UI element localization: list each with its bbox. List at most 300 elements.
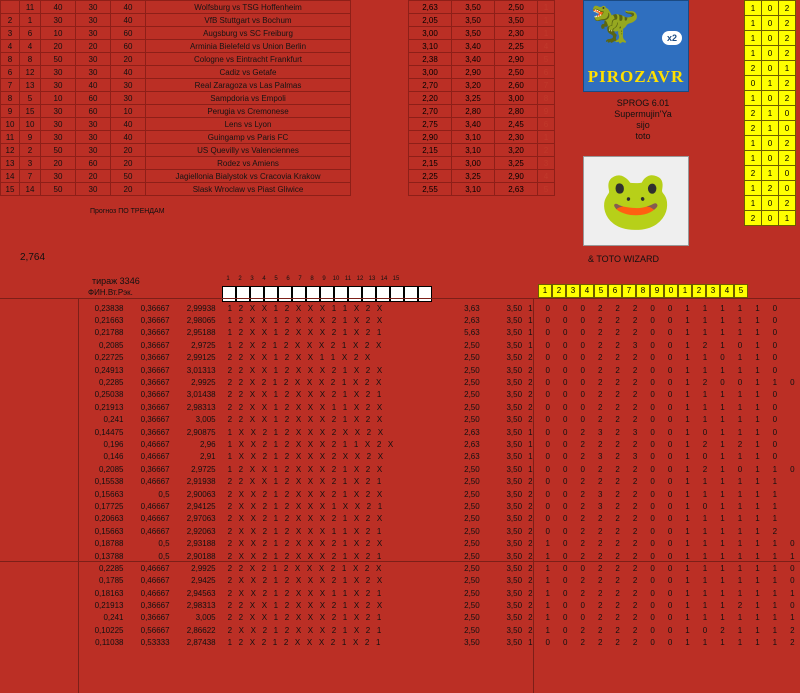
match-cell: 60 <box>76 157 111 170</box>
pick-input-cell[interactable] <box>390 286 404 302</box>
odd1-cell: 3,63 <box>464 303 480 313</box>
pick-column-number: 12 <box>356 276 364 282</box>
match-cell: 6 <box>1 66 20 79</box>
score-cell: 2,98065 <box>186 316 216 326</box>
odds-cell: 3,10 <box>409 40 452 53</box>
odd2-cell: 3,50 <box>506 340 523 350</box>
outcome-cell[interactable]: 2 <box>779 76 796 91</box>
outcome-cell[interactable]: 1 <box>779 211 796 226</box>
outcome-cell[interactable]: 0 <box>779 181 796 196</box>
odd1-cell: 2,63 <box>464 452 480 462</box>
outcome-cell[interactable]: 1 <box>762 76 779 91</box>
pick-input-cell[interactable] <box>418 286 432 302</box>
outcome-cell[interactable]: 2 <box>779 196 796 211</box>
match-cell: 20 <box>111 157 146 170</box>
odds-cell: 2,30 <box>495 131 538 144</box>
odd1-cell: 2,50 <box>464 514 480 524</box>
outcome-cell[interactable]: 0 <box>762 91 779 106</box>
outcome-cell[interactable]: 1 <box>745 46 762 61</box>
match-row <box>1 131 351 144</box>
score-cell: 2,87438 <box>186 638 216 648</box>
outcome-cell[interactable]: 1 <box>779 61 796 76</box>
combination-row <box>78 414 800 426</box>
outcome-cell[interactable]: 1 <box>762 166 779 181</box>
pick-column-number: 11 <box>344 276 352 282</box>
odds-row <box>409 157 555 170</box>
match-cell: 1 <box>20 14 41 27</box>
weight-cell: 0,36667 <box>140 303 170 313</box>
weight-cell: 0,36667 <box>140 365 170 375</box>
pick-input-cell[interactable] <box>362 286 376 302</box>
odds-row <box>409 170 555 183</box>
score-cell: 2,98313 <box>186 601 216 611</box>
pick-input-cell[interactable] <box>404 286 418 302</box>
pick-column-number: 8 <box>310 276 314 282</box>
probability-cell: 0,18163 <box>94 588 124 598</box>
weight-cell: 0,36667 <box>140 353 170 363</box>
match-cell: 30 <box>76 14 111 27</box>
odd2-cell: 3,50 <box>506 427 523 437</box>
score-cell: 2,99125 <box>186 353 216 363</box>
picks-cell: 2 X X 2 1 2 X X X 2 1 X 2 1 <box>227 625 384 635</box>
odd2-cell: 3,50 <box>506 601 523 611</box>
match-cell: 7 <box>20 170 41 183</box>
odd1-cell: 2,50 <box>464 378 480 388</box>
score-cell: 3,005 <box>195 613 216 623</box>
score-cell: 2,94125 <box>186 501 216 511</box>
odd1-cell: 2,50 <box>464 563 480 573</box>
combination-row <box>78 376 800 388</box>
spacer-cell <box>406 451 450 463</box>
probability-cell: 0,21663 <box>94 316 124 326</box>
match-cell: 9 <box>20 131 41 144</box>
combination-row <box>78 637 800 649</box>
pirozavr-logo <box>583 0 689 92</box>
digits-cell: 2 1 0 2 2 2 2 0 0 1 1 1 1 1 1 1 <box>528 588 800 598</box>
match-cell: 30 <box>76 144 111 157</box>
combination-row <box>78 389 800 401</box>
match-cell: 40 <box>41 1 76 14</box>
odds-row <box>409 27 555 40</box>
prognoz-label: Прогноз ПО ТРЕНДАМ <box>90 208 165 215</box>
picks-cell: 2 2 X 2 1 2 X X X 2 1 X 2 X <box>227 378 384 388</box>
match-row <box>1 27 351 40</box>
digits-cell: 1 0 0 0 2 2 2 0 0 1 1 1 1 1 0 <box>528 328 783 338</box>
digits-cell: 2 0 0 2 2 2 2 0 0 1 1 1 1 1 2 <box>528 526 783 536</box>
outcome-cell[interactable]: 1 <box>745 136 762 151</box>
digit-header-cell: 1 <box>678 284 692 298</box>
outcome-cell[interactable]: 0 <box>762 31 779 46</box>
outcome-row <box>745 106 796 121</box>
outcome-cell[interactable]: 1 <box>745 1 762 16</box>
outcome-cell[interactable]: 1 <box>745 31 762 46</box>
probability-cell: 0,22725 <box>94 353 124 363</box>
picks-cell: 2 X X 2 1 2 X X X 1 1 X 2 1 <box>227 526 384 536</box>
match-cell: 40 <box>111 1 146 14</box>
score-cell: 2,86622 <box>186 625 216 635</box>
match-cell: 2 <box>20 144 41 157</box>
combination-row <box>78 550 800 562</box>
picks-cell: 2 2 X X 1 2 X X X 2 1 X 2 X <box>227 365 385 375</box>
digits-cell: 2 0 0 0 2 2 2 0 0 1 1 1 1 1 0 <box>528 390 783 400</box>
pick-column-number: 1 <box>226 276 230 282</box>
toto-wizard-label: & TOTO WIZARD <box>588 254 660 264</box>
score-cell: 2,9725 <box>191 464 216 474</box>
combination-row <box>78 599 800 611</box>
pick-input-cell[interactable] <box>278 286 292 302</box>
score-cell: 3,005 <box>195 415 216 425</box>
match-cell: 15 <box>20 105 41 118</box>
outcome-cell[interactable]: 0 <box>779 121 796 136</box>
tirazh-label: тираж 3346 <box>92 276 140 286</box>
match-name: Sampdoria vs Empoli <box>146 92 351 105</box>
score-cell: 2,91 <box>200 452 216 462</box>
odds-cell: 2,38 <box>409 53 452 66</box>
weight-cell: 0,56667 <box>140 625 170 635</box>
odds-cell: 3,10 <box>452 183 495 196</box>
match-cell: 40 <box>111 131 146 144</box>
odd2-cell: 3,50 <box>506 390 523 400</box>
score-cell: 2,93188 <box>186 539 216 549</box>
odds-cell: 3,50 <box>452 27 495 40</box>
match-cell: 8 <box>20 53 41 66</box>
weight-cell: 0,36667 <box>140 613 170 623</box>
pick-column-number: 6 <box>286 276 290 282</box>
combination-row <box>78 624 800 636</box>
picks-cell: 2 2 X X 1 2 X X X 1 1 X 2 X <box>227 402 385 412</box>
odd2-cell: 3,50 <box>506 625 523 635</box>
digits-cell: 2 1 0 2 2 2 2 0 0 1 1 1 1 1 1 0 <box>528 539 800 549</box>
outcome-cell[interactable]: 0 <box>779 166 796 181</box>
picks-cell: 1 2 X 2 1 2 X X X 2 1 X 2 1 <box>227 638 383 648</box>
outcome-cell[interactable]: 2 <box>745 61 762 76</box>
outcome-cell[interactable]: 1 <box>762 106 779 121</box>
odds-cell: 2,60 <box>495 79 538 92</box>
score-cell: 2,99938 <box>186 303 216 313</box>
outcome-cell[interactable]: 2 <box>745 211 762 226</box>
combination-row <box>78 513 800 525</box>
odd1-cell: 2,50 <box>464 613 480 623</box>
spacer-cell <box>406 599 450 611</box>
odds-cell: 2,75 <box>409 118 452 131</box>
pick-column-number: 15 <box>392 276 400 282</box>
spacer-cell <box>406 426 450 438</box>
match-cell: 4 <box>20 40 41 53</box>
odds-row <box>409 131 555 144</box>
match-row <box>1 14 351 27</box>
score-cell: 2,90875 <box>186 427 216 437</box>
odd2-cell: 3,50 <box>506 638 523 648</box>
odd1-cell: 2,50 <box>464 588 480 598</box>
sprog-sijo: sijo <box>636 120 650 130</box>
odds-cell: 2,15 <box>409 144 452 157</box>
outcome-row <box>745 196 796 211</box>
weight-cell: 0,36667 <box>140 415 170 425</box>
probability-cell: 0,20663 <box>94 514 124 524</box>
outcome-cell[interactable]: 1 <box>745 151 762 166</box>
odd1-cell: 2,50 <box>464 415 480 425</box>
combination-row <box>78 537 800 549</box>
picks-cell: 2 2 X X 1 2 X X X 2 1 X 2 X <box>227 601 385 611</box>
outcome-cell[interactable]: 1 <box>762 121 779 136</box>
combination-row <box>78 314 800 326</box>
match-cell: 30 <box>41 170 76 183</box>
outcome-cell[interactable]: 0 <box>762 46 779 61</box>
outcome-cell[interactable]: 2 <box>779 16 796 31</box>
odds-cell: 2,25 <box>495 40 538 53</box>
odds-cell: 2,50 <box>495 1 538 14</box>
match-name: Jagiellonia Bialystok vs Cracovia Krakow <box>146 170 351 183</box>
digits-cell: 1 0 0 0 2 2 3 0 0 1 2 1 0 1 0 <box>528 340 783 350</box>
digits-cell: 2 1 0 2 2 2 2 0 0 1 1 1 1 1 1 1 <box>528 551 800 561</box>
picks-cell: 2 X X 2 1 2 X X X 2 1 X 2 X <box>227 514 385 524</box>
odd1-cell: 2,50 <box>464 402 480 412</box>
outcome-cell[interactable]: 2 <box>779 31 796 46</box>
pick-input-cell[interactable] <box>348 286 362 302</box>
match-cell: 8 <box>1 53 20 66</box>
digits-cell: 2 0 0 0 2 2 2 0 0 1 1 1 1 1 0 <box>528 402 783 412</box>
combination-row <box>78 302 800 314</box>
odds-cell: 3,00 <box>409 27 452 40</box>
spacer-cell <box>406 327 450 339</box>
pick-input-cell[interactable] <box>306 286 320 302</box>
spacer-cell <box>406 488 450 500</box>
odd2-cell: 3,50 <box>506 353 523 363</box>
score-cell: 2,90063 <box>186 489 216 499</box>
digit-header-cell: 2 <box>692 284 706 298</box>
score-cell: 2,91938 <box>186 477 216 487</box>
odds-cell: 7 <box>538 79 555 92</box>
odds-row <box>409 144 555 157</box>
probability-cell: 0,21788 <box>94 328 124 338</box>
odds-row <box>409 1 555 14</box>
picks-cell: 1 2 X X 1 2 X X X 1 1 X 2 X <box>227 303 385 313</box>
outcome-cell[interactable]: 2 <box>779 46 796 61</box>
score-cell: 2,94563 <box>186 588 216 598</box>
score-cell: 2,90188 <box>186 551 216 561</box>
match-row <box>1 1 351 14</box>
odds-cell: 2,20 <box>409 92 452 105</box>
sprog-toto: toto <box>635 131 651 141</box>
outcome-cell[interactable]: 0 <box>762 1 779 16</box>
picks-cell: 1 2 X 2 1 2 X X X 2 1 X 2 X <box>227 340 384 350</box>
spacer-cell <box>406 302 450 314</box>
digits-cell: 2 0 0 2 2 2 2 0 0 1 1 1 1 1 1 <box>528 514 783 524</box>
weight-cell: 0,36667 <box>140 316 170 326</box>
pick-input-cell[interactable] <box>376 286 390 302</box>
outcome-cell[interactable]: 2 <box>762 181 779 196</box>
spacer-cell <box>406 575 450 587</box>
combination-row <box>78 426 800 438</box>
odds-cell: 3,25 <box>452 92 495 105</box>
odd2-cell: 3,50 <box>506 563 523 573</box>
match-cell: 9 <box>1 105 20 118</box>
outcome-cell[interactable]: 2 <box>745 106 762 121</box>
score-cell: 2,92063 <box>186 526 216 536</box>
match-cell: 11 <box>20 1 41 14</box>
outcome-row <box>745 76 796 91</box>
outcome-cell[interactable]: 0 <box>762 16 779 31</box>
digits-cell: 1 0 0 0 2 2 2 0 0 1 1 1 1 1 0 <box>528 303 783 313</box>
weight-cell: 0,5 <box>158 551 170 561</box>
pick-input-cell[interactable] <box>236 286 250 302</box>
outcome-cell[interactable]: 2 <box>779 136 796 151</box>
match-row <box>1 92 351 105</box>
weight-cell: 0,46667 <box>140 563 170 573</box>
outcome-cell[interactable]: 0 <box>779 106 796 121</box>
odds-cell: 3,50 <box>452 1 495 14</box>
odds-cell: 2,90 <box>409 131 452 144</box>
odds-cell: 2,80 <box>495 105 538 118</box>
odd2-cell: 3,50 <box>506 588 523 598</box>
picks-cell: 2 2 X X 1 2 X X 1 1 X 2 X <box>227 353 373 363</box>
odds-cell: 2,15 <box>409 157 452 170</box>
odd2-cell: 3,50 <box>506 402 523 412</box>
odds-cell: 1 <box>538 1 555 14</box>
weight-cell: 0,36667 <box>140 378 170 388</box>
odds-cell: 3,50 <box>452 14 495 27</box>
match-cell: 30 <box>76 183 111 196</box>
spacer-cell <box>406 414 450 426</box>
outcome-cell[interactable]: 1 <box>745 16 762 31</box>
odd1-cell: 2,63 <box>464 316 480 326</box>
score-cell: 3,01313 <box>186 365 216 375</box>
pick-column-number: 4 <box>262 276 266 282</box>
odds-cell: 3,00 <box>495 92 538 105</box>
weight-cell: 0,36667 <box>140 390 170 400</box>
odd2-cell: 3,50 <box>506 328 523 338</box>
odds-row <box>409 14 555 27</box>
odds-cell: 3,10 <box>452 144 495 157</box>
outcome-cell[interactable]: 2 <box>779 151 796 166</box>
match-cell: 6 <box>20 27 41 40</box>
combination-row <box>78 562 800 574</box>
outcome-row <box>745 136 796 151</box>
pick-input-cell[interactable] <box>320 286 334 302</box>
pick-entry-row[interactable] <box>222 286 432 302</box>
odd1-cell: 3,50 <box>464 638 480 648</box>
match-cell: 11 <box>1 131 20 144</box>
match-name: Real Zaragoza vs Las Palmas <box>146 79 351 92</box>
outcome-cell[interactable]: 0 <box>745 76 762 91</box>
odd2-cell: 3,50 <box>506 303 523 313</box>
probability-cell: 0,11038 <box>95 638 124 648</box>
odds-cell: 5 <box>538 183 555 196</box>
match-name: Cadiz vs Getafe <box>146 66 351 79</box>
combination-row <box>78 438 800 450</box>
outcome-cell[interactable]: 2 <box>779 1 796 16</box>
combination-row <box>78 488 800 500</box>
pick-input-cell[interactable] <box>334 286 348 302</box>
match-row <box>1 118 351 131</box>
odds-row <box>409 66 555 79</box>
digits-cell: 2 0 0 2 3 2 2 0 0 1 1 1 1 1 1 <box>528 489 783 499</box>
outcome-cell[interactable]: 0 <box>762 211 779 226</box>
picks-cell: 2 X X 2 1 2 X X X 2 1 X 2 X <box>227 539 385 549</box>
pick-input-cell[interactable] <box>222 286 236 302</box>
match-cell: 20 <box>41 157 76 170</box>
outcome-cell[interactable]: 0 <box>762 136 779 151</box>
spacer-cell <box>406 339 450 351</box>
match-row <box>1 144 351 157</box>
odd2-cell: 3,50 <box>506 439 523 449</box>
outcome-cell[interactable]: 2 <box>745 121 762 136</box>
odd2-cell: 3,50 <box>506 539 523 549</box>
total-value: 2,764 <box>20 252 46 263</box>
match-cell: 20 <box>76 170 111 183</box>
combination-row <box>78 475 800 487</box>
odd2-cell: 3,50 <box>506 576 523 586</box>
outcome-cell[interactable]: 0 <box>762 196 779 211</box>
odds-cell: 2,90 <box>452 66 495 79</box>
match-cell: 3 <box>1 27 20 40</box>
outcome-cell[interactable]: 1 <box>745 196 762 211</box>
odd2-cell: 3,50 <box>506 477 523 487</box>
weight-cell: 0,36667 <box>140 427 170 437</box>
outcome-cell[interactable]: 2 <box>779 91 796 106</box>
match-cell: 30 <box>111 79 146 92</box>
match-cell: 40 <box>111 118 146 131</box>
match-cell: 10 <box>111 105 146 118</box>
digit-header-cell: 4 <box>580 284 594 298</box>
picks-cell: 1 X X 2 1 2 X X X 2 X X 2 X <box>227 452 386 462</box>
digits-cell: 2 1 0 2 2 2 2 0 0 1 0 2 1 1 1 2 <box>528 625 800 635</box>
pick-input-cell[interactable] <box>250 286 264 302</box>
weight-cell: 0,36667 <box>140 402 170 412</box>
outcome-cell[interactable]: 0 <box>762 61 779 76</box>
match-row <box>1 40 351 53</box>
pick-input-cell[interactable] <box>292 286 306 302</box>
combination-row <box>78 612 800 624</box>
pick-input-cell[interactable] <box>264 286 278 302</box>
match-cell: 13 <box>1 157 20 170</box>
match-row <box>1 170 351 183</box>
outcome-cell[interactable]: 2 <box>745 166 762 181</box>
match-cell: 50 <box>41 53 76 66</box>
spacer-cell <box>406 401 450 413</box>
outcome-cell[interactable]: 1 <box>745 181 762 196</box>
odds-row <box>409 79 555 92</box>
match-name: Lens vs Lyon <box>146 118 351 131</box>
odd1-cell: 2,50 <box>464 501 480 511</box>
match-cell: 12 <box>1 144 20 157</box>
spacer-cell <box>406 352 450 364</box>
picks-cell: 1 2 X X 1 2 X X X 2 1 X 2 X <box>227 316 385 326</box>
digit-header-cell: 3 <box>706 284 720 298</box>
combination-row <box>78 587 800 599</box>
outcome-row <box>745 61 796 76</box>
probability-cell: 0,18788 <box>94 539 124 549</box>
sprog-version: SPROG 6.01 <box>616 98 670 108</box>
digit-header-cell: 1 <box>538 284 552 298</box>
odd1-cell: 2,50 <box>464 625 480 635</box>
score-cell: 2,97063 <box>186 514 216 524</box>
match-cell: 30 <box>76 118 111 131</box>
match-name: Arminia Bielefeld vs Union Berlin <box>146 40 351 53</box>
odds-row <box>409 183 555 196</box>
odds-cell: 1 <box>538 14 555 27</box>
outcome-cell[interactable]: 1 <box>745 91 762 106</box>
odds-cell: 2,30 <box>495 27 538 40</box>
match-cell: 4 <box>1 40 20 53</box>
odd2-cell: 3,50 <box>506 501 523 511</box>
probability-cell: 0,241 <box>103 613 124 623</box>
match-name: Rodez vs Amiens <box>146 157 351 170</box>
digits-cell: 1 0 0 2 3 2 3 0 0 1 0 1 1 1 0 <box>528 427 783 437</box>
outcome-cell[interactable]: 0 <box>762 151 779 166</box>
weight-cell: 0,46667 <box>140 439 170 449</box>
odds-cell: 4 <box>538 40 555 53</box>
